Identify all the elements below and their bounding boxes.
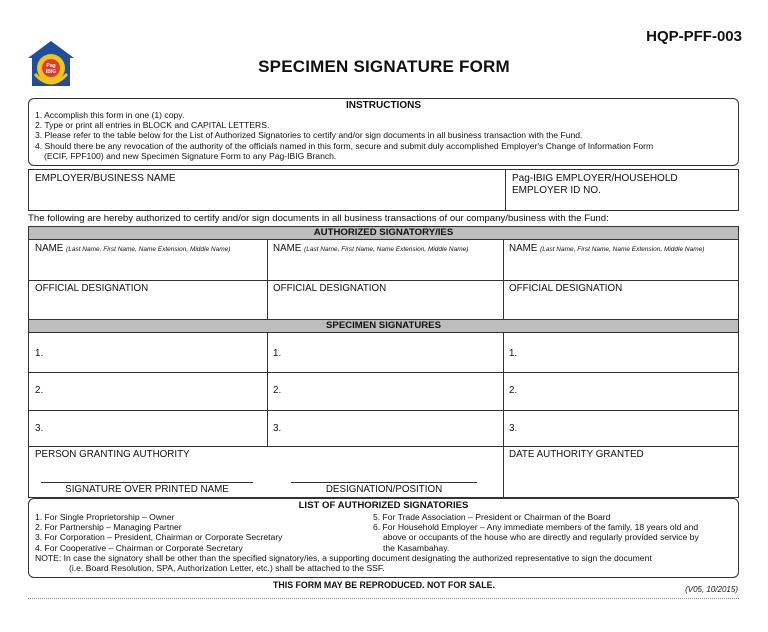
person-granting-authority-label: PERSON GRANTING AUTHORITY	[35, 449, 190, 460]
designation-caption: DESIGNATION/POSITION	[325, 484, 443, 495]
specimen-3-col3[interactable]: 3.	[509, 423, 518, 434]
list-item: 4. For Cooperative – Chairman or Corporate Secretary	[35, 542, 243, 553]
designation-cell-1[interactable]: OFFICIAL DESIGNATION	[35, 283, 149, 294]
signature-caption: SIGNATURE OVER PRINTED NAME	[65, 484, 229, 495]
list-item: 1. For Single Proprietorship – Owner	[35, 512, 175, 522]
employer-id-label	[512, 173, 678, 197]
name-label: NAME	[273, 243, 302, 254]
svg-text:IBIG: IBIG	[45, 69, 57, 75]
employer-name-field[interactable]	[29, 170, 505, 210]
instruction-line: 3. Please refer to the table below for the List of Authorized Signatories to certify and/or sign documents in all business transaction with the Fund.	[35, 130, 583, 141]
employer-id-label-line2: EMPLOYER ID NO.	[512, 185, 601, 196]
employer-id-label-line1: Pag-IBIG EMPLOYER/HOUSEHOLD	[512, 173, 678, 184]
svg-text:Pag: Pag	[46, 63, 56, 69]
divider	[503, 447, 504, 497]
divider	[29, 446, 738, 447]
instruction-line: 4. Should there be any revocation of the authority of the officials named in this form, secure and submit duly accomplished Employer's Change of Information Form	[35, 140, 654, 151]
specimen-1-col1[interactable]: 1.	[35, 348, 44, 359]
name-cell-3[interactable]	[509, 243, 704, 254]
employer-id-field[interactable]	[506, 170, 738, 210]
authorized-signatories-list	[28, 498, 739, 578]
divider	[267, 333, 268, 447]
specimen-2-col1[interactable]: 2.	[35, 385, 44, 396]
name-cell-1[interactable]	[35, 243, 230, 254]
specimen-2-col3[interactable]: 2.	[509, 385, 518, 396]
specimen-signatures-band: SPECIMEN SIGNATURES	[29, 319, 738, 333]
note-line: NOTE: In case the signatory shall be other than the specified signatory/ies, a supporting document designating the authorized representative to sign the document	[35, 553, 652, 563]
list-item: 3. For Corporation – President, Chairman or Corporate Secretary	[35, 532, 283, 543]
footer-divider	[28, 598, 739, 599]
authorized-signatories-band: AUTHORIZED SIGNATORY/IES	[29, 226, 738, 240]
date-authority-granted-label[interactable]: DATE AUTHORITY GRANTED	[509, 449, 644, 460]
list-item: the Kasambahay.	[383, 542, 450, 553]
specimen-3-col1[interactable]: 3.	[35, 423, 44, 434]
divider	[29, 372, 738, 373]
instructions-box	[28, 98, 739, 166]
list-item: above or occupants of the house who are directly and regularly provided service by	[383, 532, 699, 543]
name-cell-2[interactable]	[273, 243, 468, 254]
divider	[503, 333, 504, 447]
list-left-column	[35, 512, 282, 553]
designation-cell-2[interactable]: OFFICIAL DESIGNATION	[273, 283, 387, 294]
list-item: 2. For Partnership – Managing Partner	[35, 522, 182, 533]
specimen-2-col2[interactable]: 2.	[273, 385, 282, 396]
name-hint: (Last Name, First Name, Name Extension, Middle Name)	[66, 246, 231, 253]
designation-line[interactable]	[291, 482, 477, 483]
form-title: SPECIMEN SIGNATURE FORM	[258, 57, 510, 76]
name-label: NAME	[509, 243, 538, 254]
form-version: (V05, 10/2015)	[685, 585, 738, 594]
employer-section	[28, 169, 739, 211]
list-note	[35, 553, 652, 573]
designation-cell-3[interactable]: OFFICIAL DESIGNATION	[509, 283, 623, 294]
name-hint: (Last Name, First Name, Name Extension, Middle Name)	[304, 246, 469, 253]
form-code: HQP-PFF-003	[646, 28, 742, 45]
employer-name-label: EMPLOYER/BUSINESS NAME	[35, 173, 176, 184]
instruction-line: (ECIF, FPF100) and new Specimen Signature Form to any Pag-IBIG Branch.	[44, 150, 337, 161]
specimen-1-col2[interactable]: 1.	[273, 348, 282, 359]
list-right-column	[373, 512, 699, 553]
signature-line[interactable]	[41, 482, 253, 483]
instruction-line: 2. Type or print all entries in BLOCK and CAPITAL LETTERS.	[35, 120, 270, 131]
divider	[29, 280, 738, 281]
signatories-grid	[28, 226, 739, 498]
instructions-title: INSTRUCTIONS	[346, 100, 421, 111]
list-item: 5. For Trade Association – President or Chairman of the Board	[373, 512, 611, 522]
list-item: 6. For Household Employer – Any immediate members of the family, 18 years old and	[373, 522, 699, 533]
note-line: (i.e. Board Resolution, SPA, Authorization Letter, etc.) shall be attached to the SSF.	[69, 563, 385, 574]
name-label: NAME	[35, 243, 64, 254]
specimen-1-col3[interactable]: 1.	[509, 348, 518, 359]
authorization-statement: The following are hereby authorized to certify and/or sign documents in all business transactions of our company/business with the Fund:	[28, 213, 609, 224]
instructions-list	[35, 110, 732, 161]
list-title: LIST OF AUTHORIZED SIGNATORIES	[298, 500, 469, 511]
name-hint: (Last Name, First Name, Name Extension, Middle Name)	[540, 246, 705, 253]
reproduction-notice: THIS FORM MAY BE REPRODUCED. NOT FOR SALE.	[273, 580, 495, 590]
divider	[29, 410, 738, 411]
specimen-3-col2[interactable]: 3.	[273, 423, 282, 434]
instruction-line: 1. Accomplish this form in one (1) copy.	[35, 110, 185, 120]
